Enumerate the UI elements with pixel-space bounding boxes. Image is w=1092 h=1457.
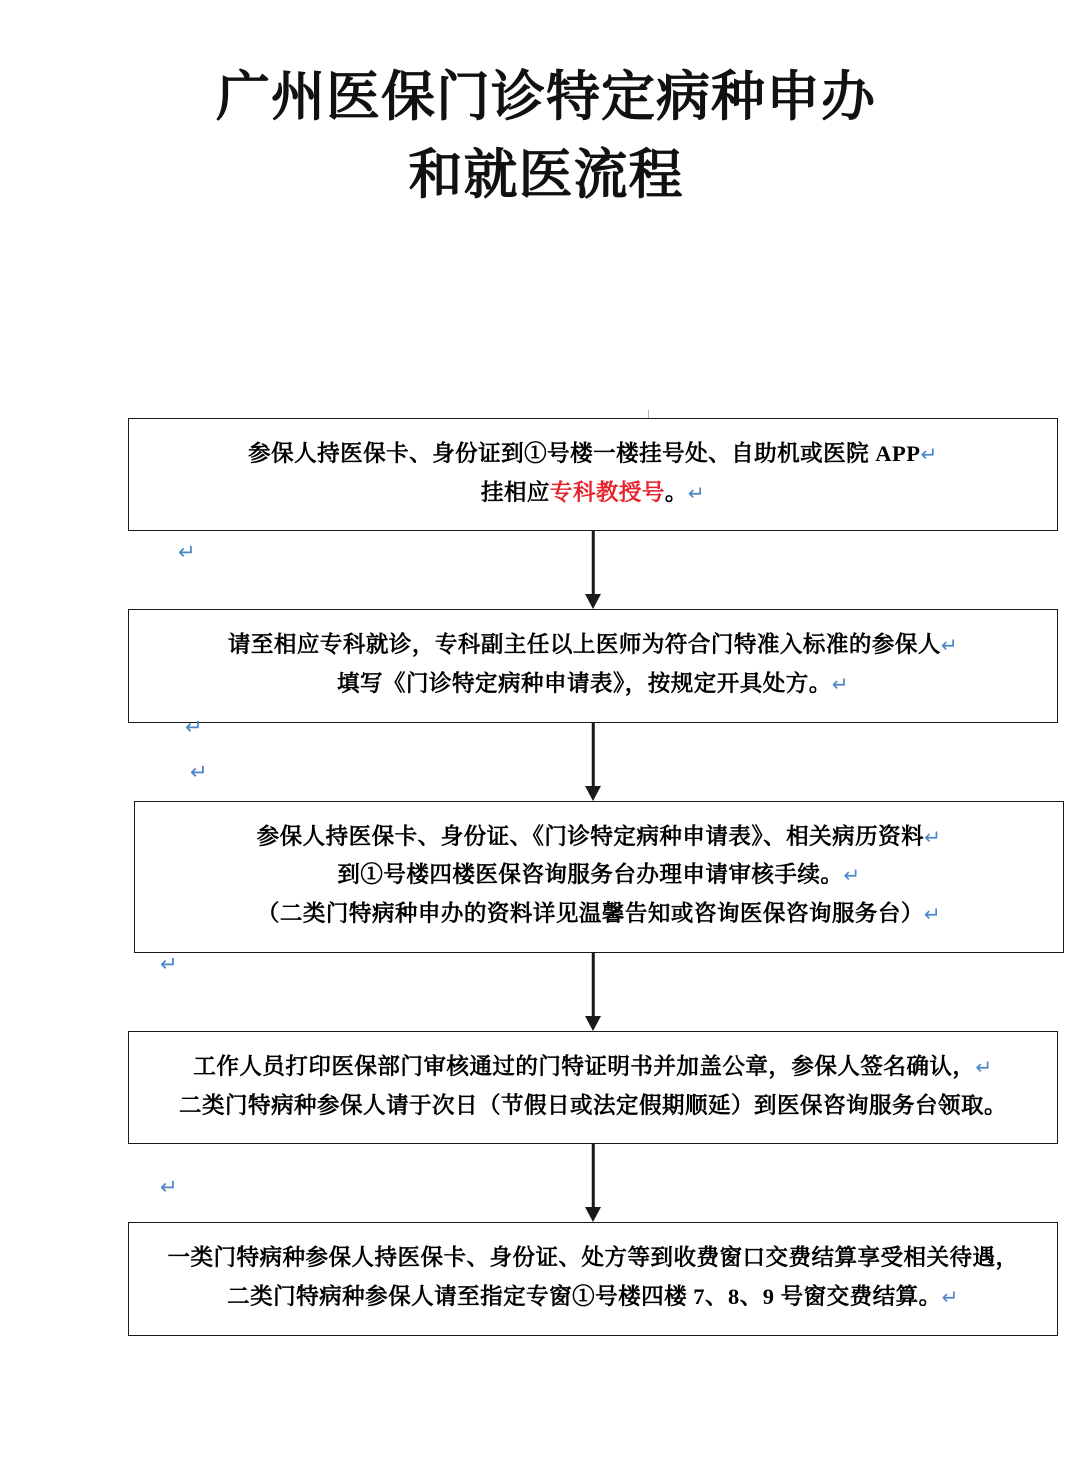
pilcrow-mark: ↵ xyxy=(924,826,942,849)
flow-step-3-line-3: （二类门特病种申办的资料详见温馨告知或咨询医保咨询服务台）↵ xyxy=(256,901,942,927)
page-title xyxy=(0,58,1092,215)
flow-step-5-line-2: 二类门特病种参保人请至指定专窗①号楼四楼 7、8、9 号窗交费结算。↵ xyxy=(227,1283,959,1309)
flow-step-4-line-1: 工作人员打印医保部门审核通过的门特证明书并加盖公章，参保人签名确认，↵ xyxy=(193,1053,993,1079)
stray-pilcrow-2: ↵ xyxy=(185,716,203,739)
flow-step-1-line-1: 参保人持医保卡、身份证到①号楼一楼挂号处、自助机或医院 APP↵ xyxy=(248,441,938,466)
pilcrow-mark: ↵ xyxy=(975,1056,993,1079)
arrow-down-icon xyxy=(586,723,600,801)
flow-connector-1 xyxy=(128,531,1058,609)
pilcrow-mark: ↵ xyxy=(687,482,706,505)
page-title-line-2: 和就医流程 xyxy=(408,145,684,206)
flow-connector-2 xyxy=(128,723,1058,801)
stray-pilcrow-5: ↵ xyxy=(160,1176,178,1199)
page-title-line-1: 广州医保门诊特定病种申办 xyxy=(216,67,876,127)
arrow-down-icon xyxy=(586,1144,600,1222)
pilcrow-mark: ↵ xyxy=(940,635,959,658)
flow-step-1-line-2: 挂相应专科教授号。↵ xyxy=(480,479,706,505)
flow-step-4-line-2: 二类门特病种参保人请于次日（节假日或法定假期顺延）到医保咨询服务台领取。 xyxy=(178,1092,1007,1118)
flow-step-3 xyxy=(134,801,1064,953)
pilcrow-mark: ↵ xyxy=(843,865,861,888)
pilcrow-mark: ↵ xyxy=(941,1286,959,1309)
flow-step-5-line-1: 一类门特病种参保人持医保卡、身份证、处方等到收费窗口交费结算享受相关待遇， xyxy=(167,1245,1019,1271)
flow-step-4 xyxy=(128,1031,1058,1144)
arrow-down-icon xyxy=(586,531,600,609)
flow-step-2 xyxy=(128,609,1058,722)
stray-pilcrow-3: ↵ xyxy=(190,761,208,784)
flow-step-3-line-2: 到①号楼四楼医保咨询服务台办理申请审核手续。↵ xyxy=(337,862,861,888)
flow-step-2-line-2: 填写《门诊特定病种申请表》，按规定开具处方。↵ xyxy=(336,671,850,697)
pilcrow-mark: ↵ xyxy=(923,904,942,927)
highlight-text: 专科教授号 xyxy=(549,479,665,505)
flow-step-5 xyxy=(128,1222,1058,1335)
flow-step-1 xyxy=(128,418,1058,531)
pilcrow-mark: ↵ xyxy=(831,674,850,697)
flowchart xyxy=(128,418,1058,1336)
stray-pilcrow-1: ↵ xyxy=(178,541,196,564)
flow-connector-4 xyxy=(128,1144,1058,1222)
arrow-down-icon xyxy=(586,953,600,1031)
stray-pilcrow-4: ↵ xyxy=(160,953,178,976)
flow-step-2-line-1: 请至相应专科就诊，专科副主任以上医师为符合门特准入标准的参保人↵ xyxy=(227,632,959,658)
flow-connector-3 xyxy=(128,953,1058,1031)
pilcrow-mark: ↵ xyxy=(920,444,938,466)
flow-step-3-line-1: 参保人持医保卡、身份证、《门诊特定病种申请表》、相关病历资料↵ xyxy=(256,823,942,849)
